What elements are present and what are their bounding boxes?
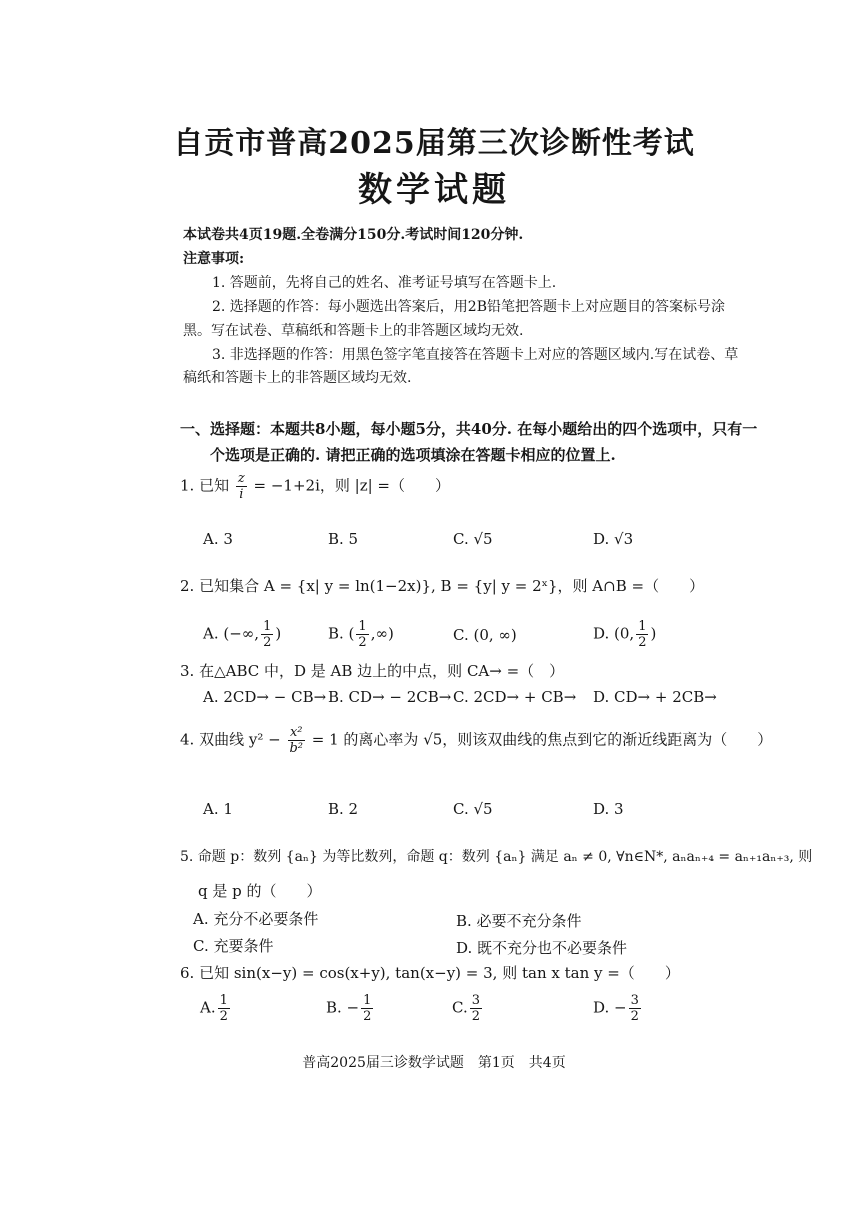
exam-summary: 本试卷共4页19题.全卷满分150分.考试时间120分钟. <box>183 227 524 243</box>
option-c: C. 充要条件 <box>193 937 274 955</box>
fraction-numerator: z <box>237 471 245 486</box>
fraction-numerator: 3 <box>471 993 480 1008</box>
option-b <box>326 994 375 1023</box>
option-label: B. − <box>326 998 360 1017</box>
option-a: A. 3 <box>203 530 233 548</box>
notice-heading: 注意事项: <box>183 251 245 267</box>
fraction <box>236 472 247 501</box>
option-d: D. √3 <box>593 530 634 548</box>
fraction <box>470 994 482 1023</box>
option-b: B. CD→ − 2CB→ <box>328 688 452 706</box>
question-1-prefix: 1. 已知 <box>180 476 230 495</box>
option-label: A. <box>200 998 216 1017</box>
option-c <box>453 626 517 644</box>
fraction-denominator: 2 <box>263 635 272 650</box>
question-5-continued: q 是 p 的（ ） <box>198 882 322 900</box>
fraction-numerator: x² <box>289 725 303 740</box>
option-tail: ) <box>275 624 282 643</box>
option-b: B. 2 <box>328 800 359 818</box>
fraction-denominator: i <box>239 487 244 502</box>
fraction-numerator: 1 <box>638 619 647 634</box>
fraction-numerator: 1 <box>363 993 372 1008</box>
question-5: 5. 命题 p：数列 {aₙ} 为等比数列，命题 q：数列 {aₙ} 满足 aₙ ≠ 0, ∀n∈N*, aₙaₙ₊₄ = aₙ₊₁aₙ₊₃, 则 <box>180 849 813 865</box>
fraction-denominator: 2 <box>219 1009 228 1024</box>
option-d: D. 3 <box>593 800 624 818</box>
fraction-denominator: 2 <box>638 635 647 650</box>
option-a: A. 充分不必要条件 <box>193 910 319 928</box>
option-d: D. 既不充分也不必要条件 <box>456 939 628 957</box>
fraction-denominator: 2 <box>358 635 367 650</box>
notice-item: 稿纸和答题卡上的非答题区域均无效. <box>183 370 412 386</box>
option-label: D. (0, <box>593 624 635 643</box>
option-c: C. 2CD→ + CB→ <box>453 688 577 706</box>
option-tail: ,∞) <box>370 624 394 643</box>
page-footer: 普高2025届三诊数学试题 第1页 共4页 <box>302 1055 566 1071</box>
notice-item: 1. 答题前，先将自己的姓名、准考证号填写在答题卡上. <box>212 275 557 291</box>
exam-subject: 数学试题 <box>358 170 510 210</box>
option-b <box>328 620 394 649</box>
option-a <box>200 994 232 1023</box>
section-heading: 一、选择题：本题共8小题，每小题5分，共40分. 在每小题给出的四个选项中，只有一 <box>180 420 758 438</box>
fraction <box>636 620 648 649</box>
fraction <box>218 994 230 1023</box>
option-label: A. (−∞, <box>203 624 260 643</box>
question-1-stem: = −1+2i，则 |z| =（ ） <box>253 476 450 495</box>
option-c <box>452 994 484 1023</box>
fraction-numerator: 1 <box>219 993 228 1008</box>
option-d: D. CD→ + 2CB→ <box>593 688 717 706</box>
option-a <box>203 620 281 649</box>
option-tail: ) <box>650 624 657 643</box>
option-a: A. 2CD→ − CB→ <box>203 688 327 706</box>
question-4-prefix: 4. 双曲线 y² − <box>180 730 281 749</box>
option-b: B. 5 <box>328 530 359 548</box>
fraction-numerator: 1 <box>263 619 272 634</box>
option-d <box>593 620 656 649</box>
question-4-stem: = 1 的离心率为 √5，则该双曲线的焦点到它的渐近线距离为（ ） <box>311 730 773 749</box>
fraction-denominator: 2 <box>630 1009 639 1024</box>
notice-item: 3. 非选择题的作答：用黑色签字笔直接答在答题卡上对应的答题区域内.写在试卷、草 <box>212 347 739 363</box>
section-heading: 个选项是正确的. 请把正确的选项填涂在答题卡相应的位置上. <box>210 446 616 464</box>
option-c: C. √5 <box>453 530 493 548</box>
fraction-numerator: 1 <box>358 619 367 634</box>
option-b: B. 必要不充分条件 <box>456 912 582 930</box>
option-label: B. ( <box>328 624 355 643</box>
fraction <box>287 726 305 755</box>
fraction-numerator: 3 <box>630 993 639 1008</box>
fraction <box>361 994 373 1023</box>
exam-title: 自贡市普高2025届第三次诊断性考试 <box>173 126 695 161</box>
option-c: C. √5 <box>453 800 493 818</box>
fraction <box>629 994 641 1023</box>
option-a: A. 1 <box>203 800 233 818</box>
fraction-denominator: 2 <box>363 1009 372 1024</box>
option-label: C. <box>452 998 468 1017</box>
option-d <box>593 994 643 1023</box>
notice-item: 黑。写在试卷、草稿纸和答题卡上的非答题区域均无效. <box>183 323 524 339</box>
fraction-denominator: 2 <box>471 1009 480 1024</box>
fraction <box>356 620 368 649</box>
question-6: 6. 已知 sin(x−y) = cos(x+y), tan(x−y) = 3, 则 tan x tan y =（ ） <box>180 964 680 982</box>
notice-item: 2. 选择题的作答：每小题选出答案后，用2B铅笔把答题卡上对应题目的答案标号涂 <box>212 299 726 315</box>
question-4 <box>180 726 772 755</box>
question-3: 3. 在△ABC 中，D 是 AB 边上的中点，则 CA→ =（ ） <box>180 662 565 680</box>
option-label: C. (0, ∞) <box>453 626 517 644</box>
fraction-denominator: b² <box>289 741 303 756</box>
option-label: D. − <box>593 998 627 1017</box>
question-2: 2. 已知集合 A = {x| y = ln(1−2x)}, B = {y| y = 2ˣ}，则 A∩B =（ ） <box>180 577 705 595</box>
fraction <box>261 620 273 649</box>
question-1 <box>180 472 450 501</box>
